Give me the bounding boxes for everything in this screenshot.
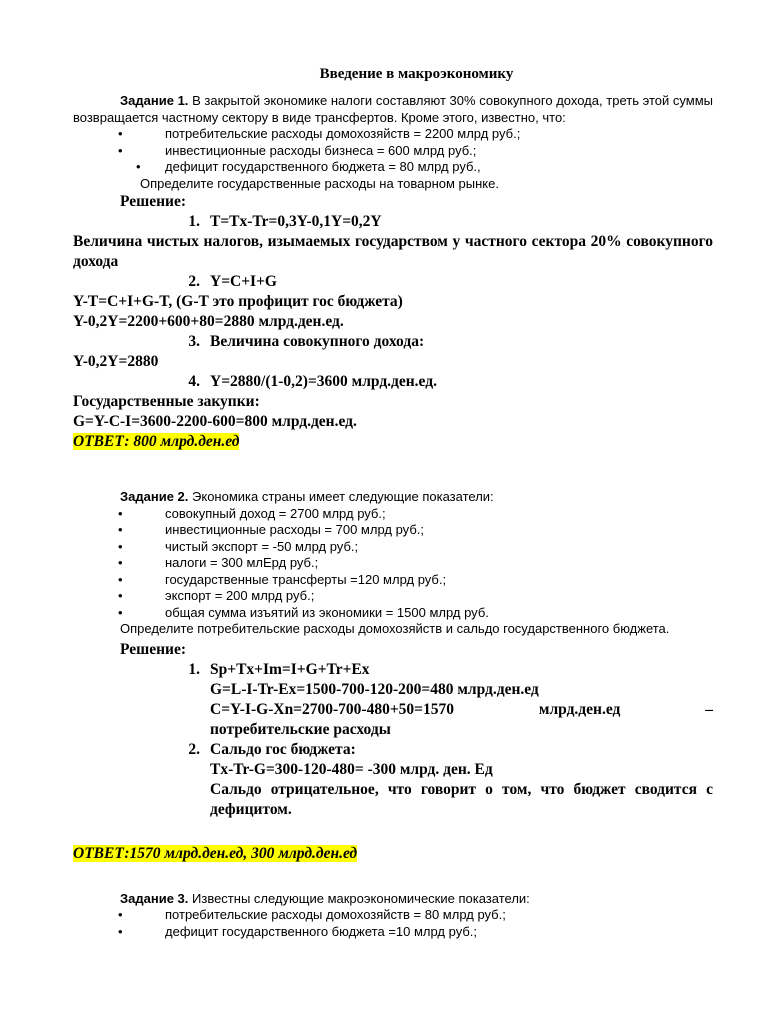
solution-step [73,212,713,232]
list-item [73,159,713,176]
document-page [73,66,713,940]
bullet: • [118,505,123,521]
list-item [73,572,713,589]
task2-intro-text: Экономика страны имеет следующие показатели: [192,489,494,504]
document-title: Введение в макроэкономику [319,66,514,82]
step-number: 2. [188,273,200,290]
list-item-text: дефицит государственного бюджета =10 млрд руб.; [165,923,478,939]
list-item-text: дефицит государственного бюджета = 80 млрд руб., [165,159,481,174]
step-text: Сальдо гос бюджета: [210,740,356,758]
bullet: • [118,538,123,554]
solution-step [73,332,713,352]
list-item-text: экспорт = 200 млрд руб.; [165,588,315,603]
solution-heading: Решение: [120,640,187,658]
solution-step [73,660,713,680]
list-item-text: потребительские расходы домохозяйств = 80 млрд руб.; [165,907,506,922]
step-text: Y=2880/(1-0,2)=3600 млрд.ден.ед. [210,373,437,390]
solution-step [73,272,713,292]
list-item [73,924,713,941]
step-number: 1. [188,660,200,678]
task1-question: Определите государственные расходы на товарном рынке. [140,175,499,191]
solution-line: потребительские расходы [210,720,391,738]
solution-step [73,740,713,760]
solution-line: Y-0,2Y=2200+600+80=2880 млрд.ден.ед. [73,313,344,330]
step-number: 2. [188,740,200,758]
step-text: Sp+Tx+Im=I+G+Tr+Ex [210,660,370,678]
solution-line: Величина чистых налогов, изымаемых государством у частного сектора 20% совокупного дохода [73,233,713,270]
list-item [73,506,713,523]
solution-line: Tx-Tr-G=300-120-480= -300 млрд. ден. Ед [210,760,493,778]
answer-highlight: ОТВЕТ: 800 млрд.ден.ед [73,433,240,450]
list-item [73,143,713,160]
solution-line: G=Y-C-I=3600-2200-600=800 млрд.ден.ед. [73,413,357,430]
bullet: • [118,923,123,939]
task2-intro [73,489,713,506]
list-item-text: налоги = 300 млЕрд руб.; [165,555,319,570]
bullet: • [118,555,123,570]
task1-intro [73,93,713,126]
step-number: 3. [188,333,200,350]
bullet: • [118,571,123,587]
step-text: T=Tx-Tr=0,3Y-0,1Y=0,2Y [210,213,382,230]
task3-label: Задание 3. [120,890,189,906]
solution-line: G=L-I-Tr-Ex=1500-700-120-200=480 млрд.ден.ед [210,680,539,698]
task2-question: Определите потребительские расходы домохозяйств и сальдо государственного бюджета. [120,621,670,636]
task2-label: Задание 2. [120,489,189,504]
answer-highlight: ОТВЕТ:1570 млрд.ден.ед, 300 млрд.ден.ед [73,844,358,862]
solution-line: Сальдо отрицательное, что говорит о том, что бюджет сводится с дефицитом. [210,780,713,818]
task1-intro-text: В закрытой экономике налоги составляют 30% совокупного дохода, треть этой суммы возвращается частному сектору в виде трансфертов. Кроме этого, известно, что: [73,93,713,125]
list-item-text: совокупный доход = 2700 млрд руб.; [165,505,386,521]
answer-line [73,844,713,864]
bullet: • [118,604,123,620]
list-item [73,907,713,924]
solution-line-part: – [705,700,713,718]
list-item [73,522,713,539]
solution-step [73,372,713,392]
list-item [73,588,713,605]
list-item-text: инвестиционные расходы бизнеса = 600 млрд руб.; [165,142,477,158]
list-item [73,555,713,572]
task1-label: Задание 1. [120,93,189,108]
solution-heading: Решение: [120,193,187,210]
bullet: • [136,159,141,174]
list-item-text: потребительские расходы домохозяйств = 2200 млрд руб.; [165,126,521,141]
list-item-text: государственные трансферты =120 млрд руб.; [165,571,447,587]
solution-line: Государственные закупки: [73,393,260,410]
solution-line [73,700,713,720]
list-item [73,539,713,556]
list-item [73,126,713,143]
list-item-text: чистый экспорт = -50 млрд руб.; [165,538,359,554]
list-item-text: общая сумма изъятий из экономики = 1500 млрд руб. [165,604,489,620]
task3-intro [73,891,713,908]
step-number: 4. [188,373,200,390]
solution-line: Y-0,2Y=2880 [73,353,159,370]
list-item [73,605,713,622]
solution-line-part: млрд.ден.ед [538,700,621,718]
step-text: Величина совокупного дохода: [210,333,425,350]
task3-intro-text: Известны следующие макроэкономические показатели: [192,890,530,906]
answer-line [73,432,713,452]
bullet: • [118,588,123,603]
bullet: • [118,142,123,158]
step-number: 1. [188,213,200,230]
list-item-text: инвестиционные расходы = 700 млрд руб.; [165,522,424,537]
solution-line-part: C=Y-I-G-Xn=2700-700-480+50=1570 [210,700,455,718]
step-text: Y=C+I+G [210,273,277,290]
bullet: • [118,522,123,537]
bullet: • [118,907,123,922]
solution-line: Y-T=C+I+G-T, (G-T это профицит гос бюджета) [73,293,403,310]
bullet: • [118,126,123,141]
